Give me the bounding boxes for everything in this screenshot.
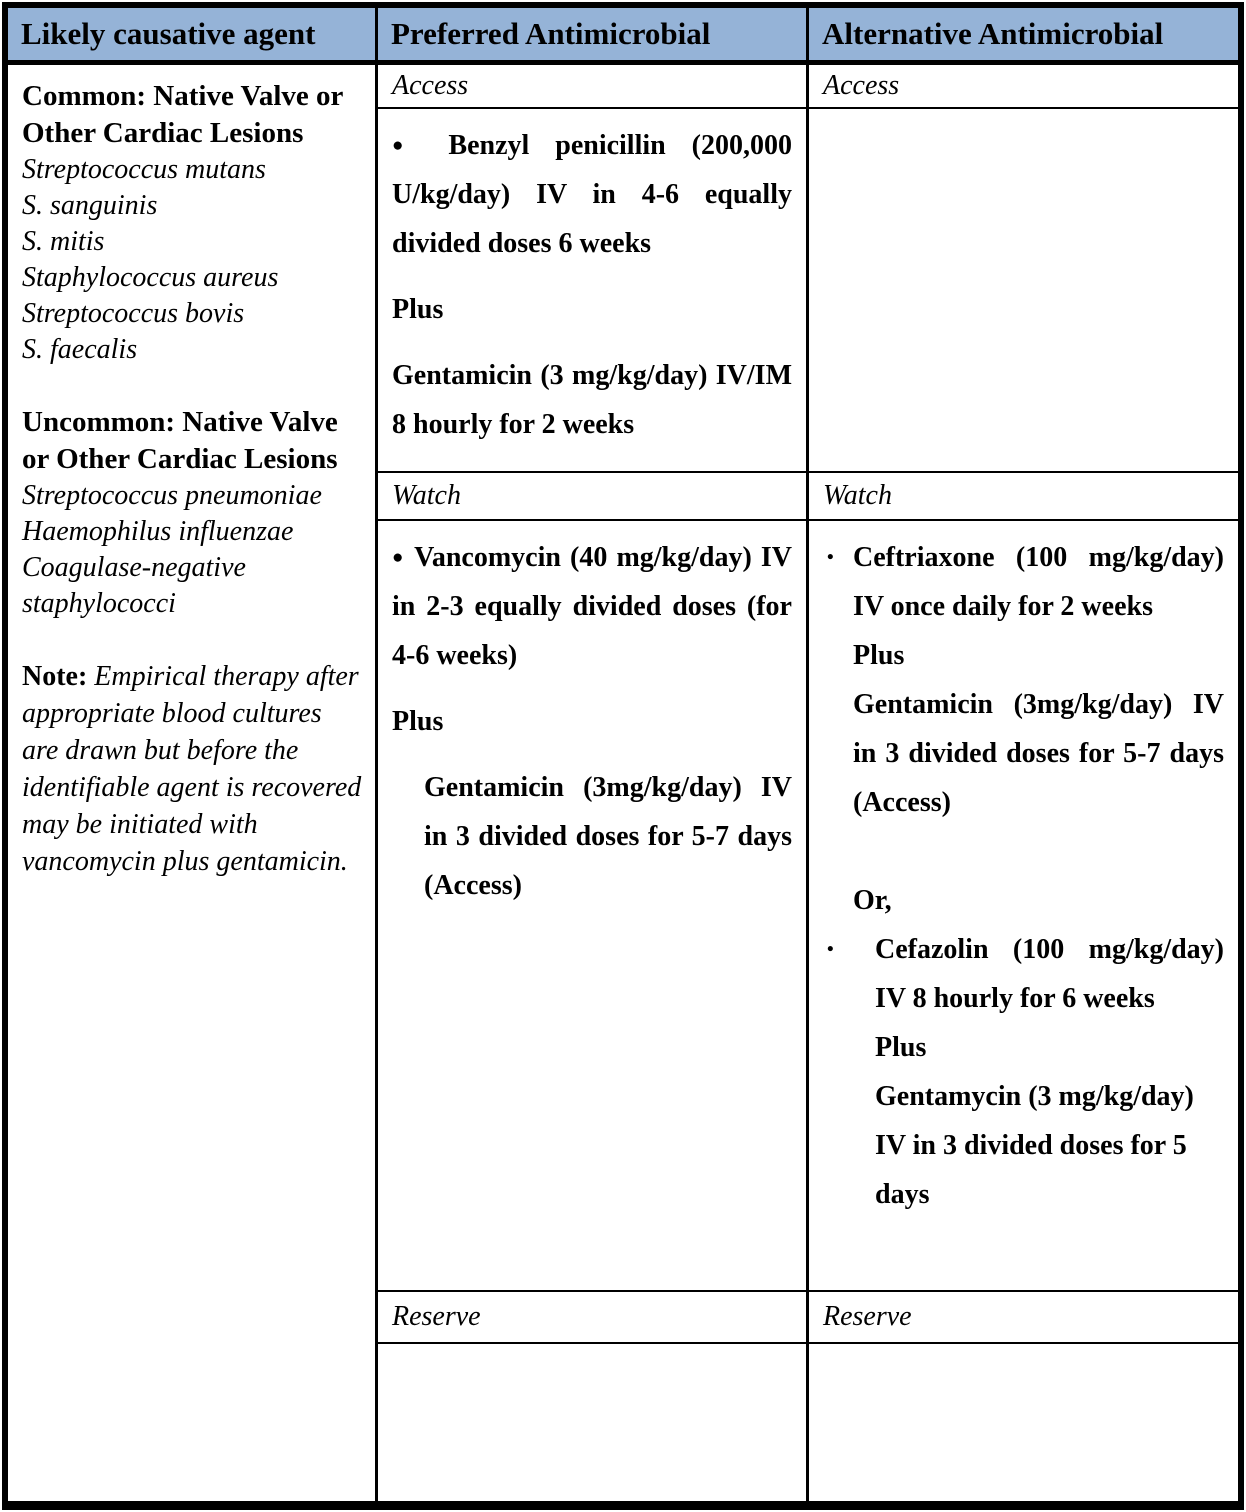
header-alternative-antimicrobial: Alternative Antimicrobial [806, 8, 1238, 60]
header-preferred-antimicrobial: Preferred Antimicrobial [375, 8, 806, 60]
drug-gentamicin-watch: Gentamicin (3mg/kg/day) IV in 3 divided doses for 5-7 days (Access) [424, 772, 792, 901]
drug-gentamicin-alt: Gentamicin (3mg/kg/day) IV in 3 divided doses for 5-7 days (Access) [853, 689, 1224, 818]
organism-streptococcus-pneumoniae: Streptococcus pneumoniae [22, 480, 322, 511]
plus-connector: Plus [853, 640, 905, 671]
alternative-access-cell [809, 109, 1238, 473]
drug-gentamycin-alt: Gentamycin (3 mg/kg/day) IV in 3 divided doses for 5 days [875, 1081, 1194, 1210]
common-lesions-title: Common: Native Valve or Other Cardiac Lesions [22, 80, 343, 149]
alternative-option-cefazolin [823, 925, 1224, 1219]
organism-staphylococcus-aureus: Staphylococcus aureus [22, 262, 279, 293]
preferred-access-cell [378, 109, 806, 473]
causative-agent-cell [8, 65, 375, 1501]
plus-connector: Plus [392, 294, 444, 325]
organism-coagulase-negative-staphylococci: Coagulase-negative staphylococci [22, 552, 246, 619]
spacer [22, 368, 363, 404]
table-body [8, 65, 1238, 1501]
preferred-watch-label: Watch [378, 473, 806, 521]
alternative-option-ceftriaxone [823, 533, 1224, 827]
drug-vancomycin-text: Vancomycin (40 mg/kg/day) IV in 2-3 equally divided doses (for 4-6 weeks) [392, 542, 792, 671]
bullet-icon: ● [392, 547, 406, 568]
bullet-icon: • [827, 547, 834, 568]
drug-vancomycin [392, 533, 792, 680]
antimicrobial-guideline-table [2, 2, 1244, 1510]
organism-s-mitis: S. mitis [22, 226, 105, 257]
note-label: Note: [22, 661, 88, 692]
preferred-antimicrobial-column [375, 65, 806, 1501]
uncommon-lesions-title: Uncommon: Native Valve or Other Cardiac Lesions [22, 406, 338, 475]
preferred-watch-cell [378, 521, 806, 1292]
organism-s-faecalis: S. faecalis [22, 334, 138, 365]
alternative-watch-cell [809, 521, 1238, 1292]
header-likely-causative-agent: Likely causative agent [21, 16, 316, 51]
preferred-access-label: Access [378, 65, 806, 109]
preferred-reserve-label: Reserve [378, 1292, 806, 1344]
or-connector: Or, [853, 885, 892, 916]
alternative-antimicrobial-column [806, 65, 1238, 1501]
plus-connector: Plus [392, 706, 444, 737]
bullet-icon: • [827, 939, 834, 960]
spacer [22, 622, 363, 658]
alternative-reserve-cell [809, 1344, 1238, 1501]
alternative-watch-label: Watch [809, 473, 1238, 521]
drug-cefazolin: Cefazolin (100 mg/kg/day) IV 8 hourly for 6 weeks [875, 934, 1224, 1014]
drug-ceftriaxone: Ceftriaxone (100 mg/kg/day) IV once daily for 2 weeks [853, 542, 1224, 622]
table-header-row [8, 8, 1238, 65]
drug-benzyl-penicillin-text: Benzyl penicillin (200,000 U/kg/day) IV in 4-6 equally divided doses 6 weeks [392, 130, 792, 259]
organism-haemophilus-influenzae: Haemophilus influenzae [22, 516, 294, 547]
organism-streptococcus-bovis: Streptococcus bovis [22, 298, 245, 329]
empirical-therapy-note [22, 658, 363, 880]
note-text: Empirical therapy after appropriate blood cultures are drawn but before the identifiable agent is recovered may be initiated with vancomycin plus gentamicin. [22, 661, 362, 877]
alternative-reserve-label: Reserve [809, 1292, 1238, 1344]
bullet-icon: ● [392, 135, 423, 156]
drug-gentamicin-access: Gentamicin (3 mg/kg/day) IV/IM 8 hourly for 2 weeks [392, 360, 792, 440]
alternative-access-label: Access [809, 65, 1238, 109]
drug-benzyl-penicillin [392, 121, 792, 268]
preferred-reserve-cell [378, 1344, 806, 1501]
organism-s-sanguinis: S. sanguinis [22, 190, 158, 221]
organism-streptococcus-mutans: Streptococcus mutans [22, 154, 266, 185]
plus-connector: Plus [875, 1032, 927, 1063]
